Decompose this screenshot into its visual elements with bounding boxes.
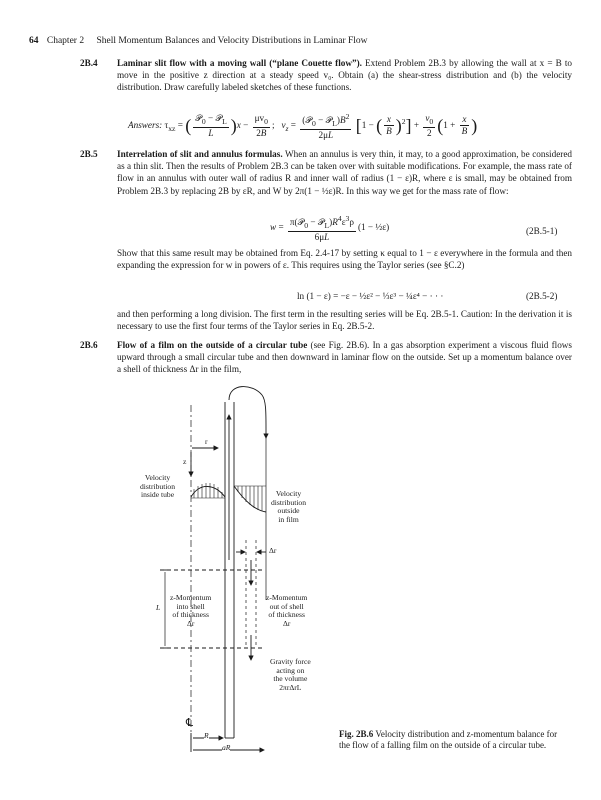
taylor-equation: ln (1 − ε) = −ε − ½ε² − ⅓ε³ − ¼ε⁴ − · · · (297, 291, 444, 301)
problem-number: 2B.4 (80, 58, 98, 68)
mass-flow-equation: w = $\frac{\pi(𝒫_0 - 𝒫_L)R^4\varepsilon^3\rho}{6\mu L}$ (1 − ½ε) (270, 214, 390, 242)
gravity-label: Gravity force acting on the volume 2πrΔrL (270, 657, 311, 692)
problem-body: When an annulus is very thin, it may, to a good approximation, be considered as a thin slit. Then the results of Problem 2B.3 can be taken over with suitable modifications. For example, the mass rate of flow in an annulus with outer wall of radius R and inner wall of radius (1 − ε)R, where ε is small, may be obtained from Problem 2B.3 by replacing 2B by εR, and W by 2π(1 − ½ε)R. In this way we get for the mass rate of flow: (117, 149, 573, 196)
problem-number: 2B.6 (80, 340, 98, 350)
inside-velocity-profile (191, 486, 225, 497)
z-axis-label: z (183, 457, 187, 466)
answers-label: Answers: (128, 120, 163, 131)
momentum-out-label: z-Momentum out of shell of thickness Δr (266, 593, 308, 628)
problem-body-2: Show that this same result may be obtained from Eq. 2.4-17 by setting κ equal to 1 − ε everywhere in the formula and then expanding the expression for w in powers of ε. This requires using the Taylor series (see §C.2) (117, 248, 572, 271)
length-label: L (156, 603, 161, 612)
figure-caption-text: Velocity distribution and z-momentum balance for the flow of a falling film on the outside of a circular tube. (339, 729, 558, 751)
problem-title: Interrelation of slit and annulus formulas. (117, 149, 283, 159)
overflow-curve (229, 387, 266, 428)
problem-title: Laminar slit flow with a moving wall (“plane Couette flow”). (117, 58, 362, 68)
outer-radius-label: aR (222, 743, 231, 752)
answers-equation: Answers: $\tau_{xz}$ = ( $\frac{𝒫_0 - 𝒫_L}{L}$ )x − $\frac{\mu v_0}{2B}$ ; $v_z$ = $\frac{(𝒫_0 - 𝒫_L)B^2}{2\mu L}$ [1 − ( $\frac{x}{B}$ )$^2$] + $\frac{v_0}{2}$ (1 + $\frac{x}{B}$ ) (128, 112, 478, 140)
figure-caption (339, 729, 564, 752)
delta-r-label: Δr (269, 546, 277, 555)
centerline-symbol: ℄ (186, 717, 194, 729)
chapter-label: Chapter 2 (46, 36, 85, 46)
problem-title: Flow of a film on the outside of a circular tube (117, 340, 308, 350)
r-axis-label: r (205, 437, 208, 446)
momentum-in-label: z-Momentum into shell of thickness Δr (170, 593, 212, 628)
problem-body: Extend Problem 2B.3 by allowing the wall at x = B to move in the positive z direction at a steady speed v₀. Obtain (a) the shear-stress distribution and (b) the velocity distribution. Draw carefully labeled sketches of these functions. (117, 58, 572, 93)
velocity-inside-label: Velocity distribution inside tube (140, 473, 176, 500)
radius-label: R (204, 731, 209, 740)
chapter-title: Shell Momentum Balances and Velocity Distributions in Laminar Flow (96, 36, 368, 46)
problem-body-3: and then performing a long division. The first term in the resulting series will be Eq. 2B.5-1. Caution: In the derivation it is necessary to use the first four terms of the Taylor series in Eq. 2B.5-2. (117, 309, 572, 332)
page-number: 64 (29, 36, 39, 46)
problem-number: 2B.5 (80, 149, 98, 159)
figure-label: Fig. 2B.6 (339, 729, 374, 739)
velocity-outside-label: Velocity distribution outside in film (271, 489, 307, 524)
eq-tag-2: (2B.5-2) (526, 291, 558, 301)
eq-tag-1: (2B.5-1) (526, 226, 558, 236)
problem-body: (see Fig. 2B.6). In a gas absorption experiment a viscous fluid flows upward through a small circular tube and then downward in laminar flow on the outside. Set up a momentum balance over a shell of thickness Δr in the film, (117, 340, 573, 375)
